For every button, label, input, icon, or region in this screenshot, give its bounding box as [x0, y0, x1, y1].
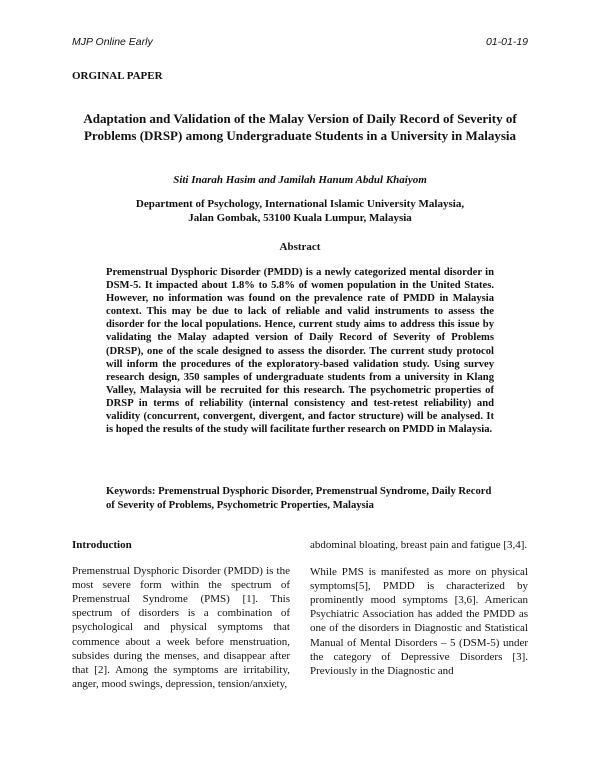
introduction-heading: Introduction	[72, 539, 132, 551]
right-column	[310, 538, 528, 691]
affiliation	[72, 197, 528, 225]
journal-name: MJP Online Early	[72, 36, 153, 48]
publication-date: 01-01-19	[485, 36, 528, 48]
abstract-text: Premenstrual Dysphoric Disorder (PMDD) is a newly categorized mental disorder in DSM-5. It impacted about 1.8% to 5.8% of women population in the United States. However, no information was found on the prevalence rate of PMDD in Malaysia context. This may be due to lack of reliable and valid instruments to assess the disorder for the local populations. Hence, current study aims to address this issue by validating the Malay adapted version of Daily Record of Severity of Problems (DRSP), one of the scale designed to assess the disorder. The current study protocol will inform the procedures of the exploratory-based validation study. Using survey research design, 350 samples of undergraduate students from a university in Klang Valley, Malaysia will be recruited for this research. The psychometric properties of DRSP in terms of reliability (internal consistency and test-retest reliability) and validity (concurrent, convergent, divergent, and factor structure) will be analysed. It is hoped the results of the study will facilitate further research on PMDD in Malaysia.	[106, 267, 494, 436]
intro-paragraph-1-continued: abdominal bloating, breast pain and fatigue [3,4].	[310, 539, 528, 551]
paper-title: Adaptation and Validation of the Malay Version of Daily Record of Severity of Problems (DRSP) among Undergraduate Students in a University in Malaysia	[83, 111, 517, 143]
affiliation-line-2: Jalan Gombak, 53100 Kuala Lumpur, Malaysia	[188, 212, 412, 224]
keywords: Keywords: Premenstrual Dysphoric Disorder, Premenstrual Syndrome, Daily Record of Severity of Problems, Psychometric Properties, Malaysia	[106, 486, 492, 511]
paper-type-label: ORGINAL PAPER	[72, 70, 163, 82]
intro-paragraph-1: Premenstrual Dysphoric Disorder (PMDD) is the most severe form within the spectrum of Premenstrual Syndrome (PMS) [1]. This spectrum of disorders is a combination of psychological and physical symptoms that commence about a week before menstruation, subsides during the menses, and disappear after that [2]. Among the symptoms are irritability, anger, mood swings, depression, tension/anxiety,	[72, 565, 290, 690]
affiliation-line-1: Department of Psychology, International Islamic University Malaysia,	[135, 198, 465, 210]
left-column	[72, 538, 290, 704]
intro-paragraph-2: While PMS is manifested as more on physical symptoms[5], PMDD is characterized by prominently mood symptoms [3,6]. American Psychiatric Association has added the PMDD as one of the disorders in Diagnostic and Statistical Manual of Mental Disorders – 5 (DSM-5) under the category of Depressive Disorders [3]. Previously in the Diagnostic and	[310, 566, 528, 677]
authors: Siti Inarah Hasim and Jamilah Hanum Abdul Khaiyom	[173, 174, 427, 186]
abstract-heading: Abstract	[279, 241, 321, 253]
